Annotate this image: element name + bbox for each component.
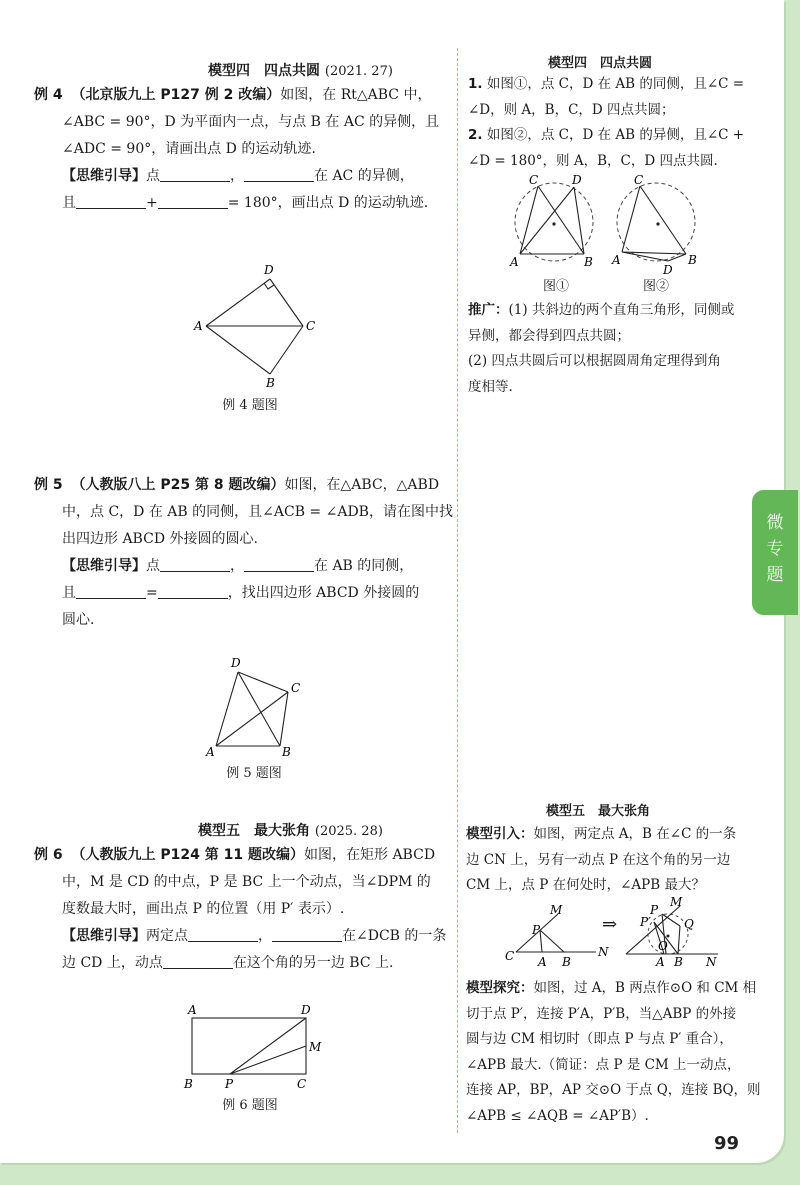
ex5-caption: 例 5 题图 (226, 766, 282, 781)
point-p: P (650, 903, 659, 917)
segment-pm (230, 1046, 306, 1074)
ex5-hint-text: 点 (146, 558, 160, 574)
point-b: B (562, 955, 571, 969)
fig2-caption: 图② (642, 279, 669, 294)
ex5-hint-text: 且 (62, 585, 76, 601)
item2-line2: ∠D = 180°，则 A，B，C，D 四点共圆. (468, 152, 718, 169)
ex4-line1: 如图，在 Rt△ABC 中， (280, 87, 432, 103)
right-model5-title: 模型五 最大张角 (546, 804, 651, 819)
ex4-source: （北京版九上 P127 例 2 改编） (71, 87, 281, 103)
ex6-line1: 如图，在矩形 ABCD (304, 847, 436, 863)
point-b: B (584, 255, 593, 269)
point-q: Q (684, 917, 694, 931)
answer-blank[interactable] (158, 194, 228, 209)
ex5-hint-text: ， (230, 558, 244, 574)
column-divider (457, 48, 458, 1133)
example-4 (34, 82, 454, 217)
example-6 (34, 842, 454, 977)
ex6-hint-text: 边 CD 上，动点 (62, 955, 163, 971)
item1-line2: ∠D，则 A，B，C，D 四点共圆； (468, 101, 675, 118)
answer-blank[interactable] (244, 167, 314, 182)
ext2-line2: 度相等. (468, 378, 513, 395)
point-c: C (291, 681, 301, 695)
center-dot (656, 222, 659, 225)
ex4-hint-text: + (146, 195, 158, 211)
right-model5-explore (466, 976, 761, 1129)
explore-line1: 如图，过 A，B 两点作⊙O 和 CM 相 (533, 980, 757, 996)
example-5 (34, 472, 454, 634)
ex5-source: （人教版八上 P25 第 8 题改编） (71, 477, 285, 493)
ex5-line1: 如图，在△ABC，△ABD (284, 477, 440, 493)
center-dot (667, 935, 670, 938)
intro-figure-left (500, 900, 609, 972)
intro-line3: CM 上，点 P 在何处时，∠APB 最大？ (466, 877, 705, 893)
ex5-label: 例 5 (34, 477, 63, 493)
model5-heading (198, 820, 383, 840)
segment-cb (538, 186, 584, 254)
answer-blank[interactable] (272, 927, 342, 942)
answer-blank[interactable] (76, 194, 146, 209)
model4-title: 模型四 四点共圆 (208, 63, 320, 79)
rectangle-abcd (192, 1018, 306, 1074)
item1-label: 1. (468, 76, 483, 92)
ext1-line1: (1) 共斜边的两个直角三角形，同侧或 (508, 302, 735, 318)
ex6-figure (178, 1000, 328, 1095)
point-n: N (706, 955, 717, 969)
point-a: A (194, 319, 203, 333)
ex5-hint-label: 【思维引导】 (62, 558, 146, 574)
figure-1 (508, 172, 604, 272)
point-a: A (188, 1003, 197, 1017)
fig1-caption: 图① (542, 279, 569, 294)
segment-db (668, 254, 686, 261)
point-b: B (184, 1077, 193, 1091)
ex4-line3: ∠ADC = 90°，请画出点 D 的运动轨迹. (62, 141, 316, 157)
ex6-source: （人教版九上 P124 第 11 题改编） (71, 847, 304, 863)
ex5-hint-text: = (146, 585, 158, 601)
side-tab-char: 专 (766, 539, 784, 559)
point-c: C (634, 173, 644, 187)
segment-ad (206, 279, 270, 326)
ex6-caption: 例 6 题图 (222, 1098, 278, 1113)
point-b: B (674, 955, 683, 969)
point-c: C (297, 1077, 307, 1091)
point-m: M (550, 903, 563, 917)
ex4-hint-text: 点 (146, 168, 160, 184)
side-tab[interactable] (752, 490, 798, 615)
answer-blank[interactable] (160, 557, 230, 572)
answer-blank[interactable] (160, 167, 230, 182)
segment-db (574, 187, 584, 254)
circle-o (648, 914, 688, 954)
figure-2 (610, 172, 706, 276)
point-d: D (301, 1003, 311, 1017)
ex6-hint-text: 在∠DCB 的一条 (342, 928, 447, 944)
point-d: D (572, 173, 582, 187)
point-a: A (656, 955, 665, 969)
point-m: M (670, 895, 683, 909)
model5-title: 模型五 最大张角 (198, 823, 310, 839)
ex4-line2: ∠ABC = 90°，D 为平面内一点，与点 B 在 AC 的异侧，且 (62, 114, 440, 130)
segment-pd (230, 1018, 306, 1074)
point-c: C (505, 949, 515, 963)
segment-ac (622, 186, 640, 252)
intro-label: 模型引入： (466, 826, 534, 842)
ext1-line2: 异侧，都会得到四点共圆； (468, 327, 630, 344)
segment-db (238, 672, 280, 746)
explore-label: 模型探究： (466, 980, 534, 996)
point-o: O (658, 939, 668, 953)
ex6-hint-text: ， (258, 928, 272, 944)
point-a: A (612, 253, 621, 267)
right-model4-title: 模型四 四点共圆 (548, 56, 653, 71)
point-p-prime: P′ (640, 915, 651, 929)
answer-blank[interactable] (244, 557, 314, 572)
ex4-caption: 例 4 题图 (222, 398, 278, 413)
point-m: M (309, 1040, 322, 1054)
point-b: B (266, 376, 275, 390)
answer-blank[interactable] (158, 584, 228, 599)
right-model4-extension (468, 298, 758, 400)
segment-ac (216, 692, 288, 746)
explore-line4: ∠APB 最大.（简证：点 P 是 CM 上一动点， (466, 1056, 741, 1073)
item1-line1: 如图①，点 C，D 在 AB 的同侧，且∠C = (486, 76, 745, 92)
intro-line2: 边 CN 上，另有一动点 P 在这个角的另一边 (466, 851, 731, 868)
point-a: A (206, 745, 215, 759)
ex5-line2: 中，点 C，D 在 AB 的同侧，且∠ACB = ∠ADB，请在图中找 (62, 504, 453, 520)
segment-bc (270, 326, 303, 374)
point-d: D (264, 263, 274, 277)
explore-line2: 切于点 P′，连接 P′A，P′B，当△ABP 的外接 (466, 1005, 737, 1022)
point-n: N (598, 945, 609, 959)
ex6-line3: 度数最大时，画出点 P 的位置（用 P′ 表示）. (62, 901, 345, 917)
ex6-line2: 中，M 是 CD 的中点，P 是 BC 上一个动点，当∠DPM 的 (62, 874, 431, 890)
segment-ad (520, 187, 574, 254)
side-tab-char: 微 (766, 513, 784, 533)
ext-label: 推广： (468, 302, 509, 318)
point-c: C (306, 319, 316, 333)
point-d: D (231, 656, 241, 670)
ext2-line1: (2) 四点共圆后可以根据圆周角定理得到角 (468, 353, 721, 369)
ex5-figure (200, 652, 310, 762)
segment-ab (206, 326, 270, 374)
ex5-hint-text: 在 AB 的同侧， (314, 558, 414, 574)
ex4-hint-text: 在 AC 的异侧， (314, 168, 414, 184)
answer-blank[interactable] (163, 954, 233, 969)
model4-year: (2021. 27) (324, 64, 393, 79)
intro-line1: 如图，两定点 A，B 在∠C 的一条 (533, 826, 737, 842)
ex4-hint-text: ， (230, 168, 244, 184)
intro-figure-right (622, 896, 730, 972)
ex4-label: 例 4 (34, 87, 63, 103)
ex4-hint-text: 且 (62, 195, 76, 211)
page-number: 99 (714, 1133, 740, 1154)
segment-ac (520, 186, 538, 254)
answer-blank[interactable] (188, 927, 258, 942)
right-model4-body (468, 72, 758, 174)
point-c: C (529, 173, 539, 187)
segment-da (216, 672, 238, 746)
segment-dc (270, 279, 303, 326)
point-p: P (225, 1077, 234, 1091)
ex6-hint-label: 【思维引导】 (62, 928, 146, 944)
right-angle-mark (264, 283, 274, 289)
ex5-hint-line3: 圆心. (62, 612, 95, 628)
point-p: P (532, 923, 541, 937)
item2-label: 2. (468, 127, 483, 143)
model4-heading (208, 60, 393, 80)
ex4-hint-label: 【思维引导】 (62, 168, 146, 184)
item2-line1: 如图②，点 C，D 在 AB 的异侧，且∠C + (486, 127, 745, 143)
ex6-hint-text: 在这个角的另一边 BC 上. (232, 955, 394, 971)
explore-line6: ∠APB ≤ ∠AQB = ∠AP′B）. (466, 1107, 649, 1124)
segment-dc (238, 672, 288, 692)
segment-cb (640, 186, 686, 254)
segment-pb (540, 930, 564, 952)
explore-line5: 连接 AP，BP，AP 交⊙O 于点 Q，连接 BQ，则 (466, 1082, 761, 1098)
segment-bc (280, 692, 288, 746)
center-dot (552, 222, 555, 225)
point-b: B (688, 253, 697, 267)
point-a: A (510, 255, 519, 269)
segment-pa (540, 930, 542, 952)
ex5-hint-text: ，找出四边形 ABCD 外接圆的 (227, 585, 420, 601)
right-model5-intro (466, 822, 756, 899)
ex6-label: 例 6 (34, 847, 63, 863)
ex4-hint-text: = 180°，画出点 D 的运动轨迹. (227, 195, 429, 211)
ex5-line3: 出四边形 ABCD 外接圆的圆心. (62, 531, 258, 547)
model5-year: (2025. 28) (314, 824, 383, 839)
point-a: A (538, 955, 547, 969)
arrow-icon: ⇒ (602, 914, 618, 935)
ex6-hint-text: 两定点 (146, 928, 188, 944)
point-b: B (282, 745, 291, 759)
answer-blank[interactable] (76, 584, 146, 599)
ex4-figure (190, 262, 330, 397)
explore-line3: 圆与边 CM 相切时（即点 P 与点 P′ 重合）， (466, 1031, 733, 1047)
point-d: D (663, 263, 673, 277)
side-tab-char: 题 (766, 565, 784, 585)
